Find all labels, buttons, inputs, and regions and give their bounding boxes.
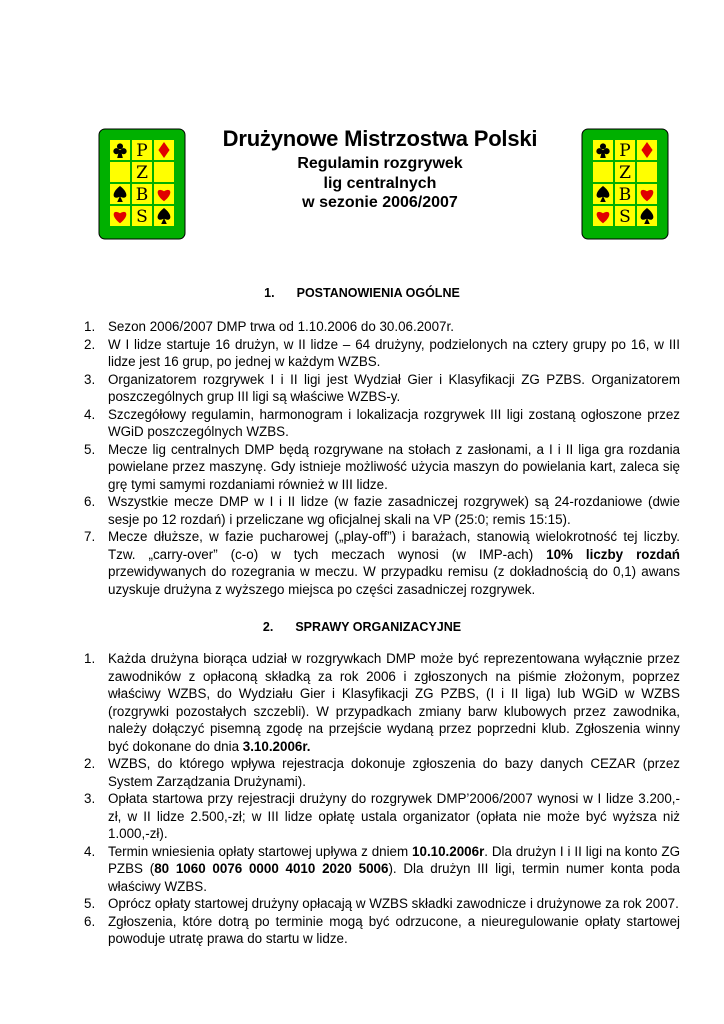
document-title: Drużynowe Mistrzostwa Polski — [222, 126, 538, 151]
svg-text:Z: Z — [136, 163, 148, 183]
list-item-text: Mecze lig centralnych DMP będą rozgrywane na stołach z zasłonami, a I i II liga gra rozdania powielane przez maszynę. Gdy istnieje możliwość użycia maszyn do powielania kart, zaleca się grę tymi samymi rozdaniami również w III lidze. — [108, 441, 680, 492]
svg-text:B: B — [135, 185, 149, 205]
list-item-number: 4. — [84, 406, 96, 422]
section-1-list — [84, 318, 680, 598]
subtitle-line-3: w sezonie 2006/2007 — [302, 194, 458, 211]
bold-text: 10% liczby rozdań — [546, 546, 680, 562]
subtitle-line-2: lig centralnych — [323, 174, 437, 192]
list-item — [84, 336, 680, 371]
list-item-text: Termin wniesienia opłaty startowej upływa z dniem — [108, 843, 413, 859]
list-item-text: Oprócz opłaty startowej drużyny opłacają w WZBS składki zawodnicze i drużynowe za rok 2007. — [108, 896, 679, 911]
section-title: SPRAWY ORGANIZACYJNE — [295, 620, 462, 634]
svg-text:P: P — [136, 141, 148, 161]
section-heading-1 — [0, 286, 724, 300]
list-item — [84, 895, 680, 913]
list-item — [84, 913, 680, 948]
svg-text:Z: Z — [619, 163, 631, 183]
list-item-number: 3. — [84, 791, 96, 806]
list-item-text: Sezon 2006/2007 DMP trwa od 1.10.2006 do 30.06.2007r. — [108, 319, 454, 334]
list-item-text: Każda drużyna biorąca udział w rozgrywkach DMP może być reprezentowana wyłącznie przez zawodników z opłaconą składką za rok 2006 i zgłoszonych na piśmie złożonym, poprzez właściwy WZBS, do Wydziału Gier i Klasyfikacji ZG PZBS, (I i II liga) lub WGiD w WZBS (rozgrywki pozostałych szczebli). W przypadkach zmiany barw klubowych przez zawodnika, należy dołączyć pisemną zgodę na przejście wydaną przez poprzedni klub. Zgłoszenia winny być dokonane do dnia — [108, 651, 680, 754]
list-item-text: Wszystkie mecze DMP w I i II lidze (w fazie zasadniczej rozgrywek) są 24-rozdaniowe (dwie sesje po 12 rozdań) i przeliczane wg oficjalnej skali na VP (25:0; remis 15:15). — [108, 494, 680, 527]
list-item-text: . Dla drużyn I i II ligi na konto ZG PZBS ( — [108, 843, 680, 876]
pzbs-logo-right — [581, 128, 669, 240]
list-item-text: Zgłoszenia, które dotrą po terminie mogą być odrzucone, a nieuregulowanie opłaty startowej powoduje utratę prawa do startu w lidze. — [108, 913, 680, 946]
list-item-number: 7. — [84, 529, 96, 544]
list-item — [84, 441, 680, 494]
list-item-number: 5. — [84, 441, 96, 457]
bold-text: 80 1060 0076 0000 4010 2020 5006 — [154, 861, 389, 876]
list-item-number: 4. — [84, 843, 96, 859]
list-item-number: 6. — [84, 913, 96, 929]
section-number: 2. — [262, 620, 274, 634]
list-item-text: Szczegółowy regulamin, harmonogram i lokalizacja rozgrywek III ligi zostaną ogłoszone przez WGiD poszczególnych WZBS. — [108, 406, 680, 439]
list-item-text: Organizatorem rozgrywek I i II ligi jest Wydział Gier i Klasyfikacji ZG PZBS. Organizatorem poszczególnych grup III ligi są właściwe WZBS-y. — [108, 371, 680, 404]
svg-text:P: P — [619, 141, 631, 161]
svg-text:B: B — [618, 185, 632, 205]
list-item-number: 3. — [84, 371, 96, 387]
svg-text:S: S — [619, 207, 631, 227]
bold-text: 3.10.2006r. — [242, 738, 311, 754]
list-item-number: 1. — [84, 319, 96, 334]
list-item-text: W I lidze startuje 16 drużyn, w II lidze – 64 drużyny, podzielonych na cztery grupy po 16, w III lidze jest 16 grup, po jednej w każdym WZBS. — [108, 336, 680, 369]
list-item — [84, 318, 680, 336]
section-2-list — [84, 650, 680, 948]
subtitle-line-1: Regulamin rozgrywek — [297, 155, 463, 172]
list-item — [84, 790, 680, 843]
list-item — [84, 528, 680, 598]
pzbs-logo-left — [98, 128, 186, 240]
list-item — [84, 843, 680, 896]
list-item-number: 5. — [84, 896, 96, 911]
list-item-number: 6. — [84, 494, 96, 509]
list-item-text: Mecze dłuższe, w fazie pucharowej („play-off”) i barażach, stanowią wielokrotność tej liczby. Tzw. „carry-over” (c-o) w tych meczach wynosi (w IMP-ach) — [108, 529, 680, 562]
bold-text: 10.10.2006r — [412, 843, 485, 859]
section-heading-2 — [0, 620, 724, 634]
list-item-text: WZBS, do którego wpływa rejestracja dokonuje zgłoszenia do bazy danych CEZAR (przez System Zarządzania Drużynami). — [108, 756, 680, 789]
list-item-number: 2. — [84, 756, 96, 771]
list-item — [84, 371, 680, 406]
list-item-number: 2. — [84, 336, 96, 352]
list-item-text: przewidywanych do rozegrania w meczu. W przypadku remisu (z dokładnością do 0,1) awans uzyskuje drużyna z wyższego miejsca po części zasadniczej rozgrywek. — [108, 564, 680, 597]
list-item-number: 1. — [84, 651, 96, 666]
list-item — [84, 493, 680, 528]
svg-text:S: S — [136, 207, 148, 227]
list-item — [84, 650, 680, 755]
list-item — [84, 406, 680, 441]
list-item — [84, 755, 680, 790]
list-item-text: Opłata startowa przy rejestracji drużyny do rozgrywek DMP’2006/2007 wynosi w I lidze 3.200,-zł, w II lidze 2.500,-zł; w III lidze opłatę ustala organizator (opłata nie może być wyższa niż 1.000,-zł). — [108, 791, 680, 841]
list-item-text: ). Dla drużyn III ligi, termin numer konta poda właściwy WZBS. — [108, 861, 680, 894]
section-title: POSTANOWIENIA OGÓLNE — [296, 286, 460, 300]
section-number: 1. — [264, 286, 275, 300]
title-block — [190, 124, 570, 213]
